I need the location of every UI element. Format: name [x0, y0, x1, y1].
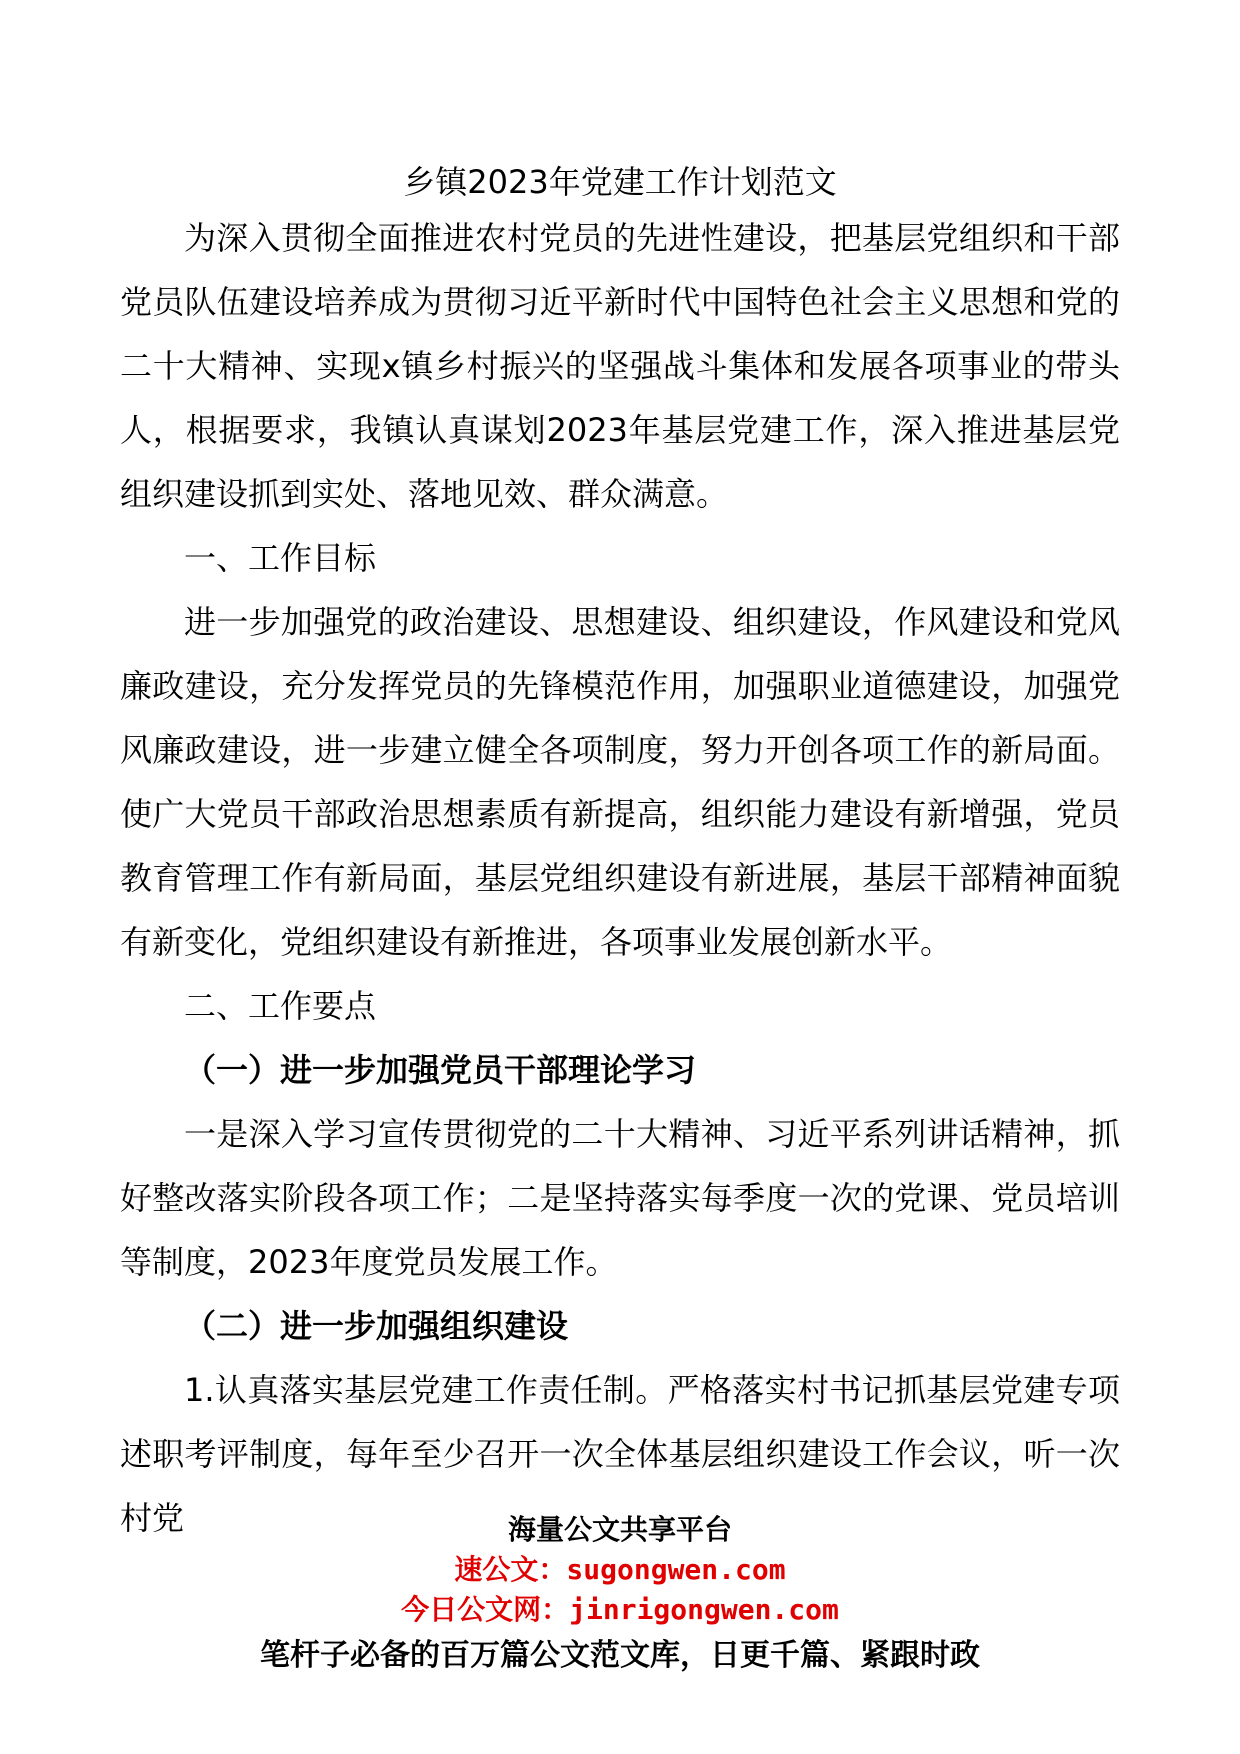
theory-study-paragraph: 一是深入学习宣传贯彻党的二十大精神、习近平系列讲话精神，抓好整改落实阶段各项工作；二是坚持落实每季度一次的党课、党员培训等制度，2023年度党员发展工作。: [120, 1115, 1120, 1281]
footer-platform: 海量公文共享平台: [507, 1513, 732, 1546]
subheading-organization: （二）进一步加强组织建设: [184, 1307, 569, 1345]
footer-slogan: 笔杆子必备的百万篇公文范文库，日更千篇、紧跟时政: [260, 1638, 980, 1673]
footer-site2-url[interactable]: jinrigongwen.com: [569, 1593, 839, 1626]
footer-site2-label: 今日公文网：: [401, 1593, 570, 1626]
section-heading-goals: 一、工作目标: [184, 539, 377, 577]
organization-paragraph: 1.认真落实基层党建工作责任制。严格落实村书记抓基层党建专项述职考评制度，每年至少召开一次全体基层组织建设工作会议，听一次村党: [120, 1371, 1120, 1537]
footer-site2: [0, 1590, 1240, 1630]
subheading-theory-study: （一）进一步加强党员干部理论学习: [184, 1051, 697, 1089]
document-body: [120, 206, 1120, 1550]
goals-paragraph: 进一步加强党的政治建设、思想建设、组织建设，作风建设和党风廉政建设，充分发挥党员的先锋模范作用，加强职业道德建设，加强党风廉政建设，进一步建立健全各项制度，努力开创各项工作的新局面。使广大党员干部政治思想素质有新提高，组织能力建设有新增强，党员教育管理工作有新局面，基层党组织建设有新进展，基层干部精神面貌有新变化，党组织建设有新推进，各项事业发展创新水平。: [120, 603, 1120, 961]
document-title: 乡镇2023年党建工作计划范文: [403, 163, 837, 201]
footer-site1-url[interactable]: sugongwen.com: [566, 1553, 786, 1586]
footer-site1-label: 速公文：: [454, 1553, 567, 1586]
footer-site1: [0, 1550, 1240, 1590]
footer-banner: [0, 1510, 1240, 1678]
section-heading-key-points: 二、工作要点: [184, 987, 377, 1025]
intro-paragraph: 为深入贯彻全面推进农村党员的先进性建设，把基层党组织和干部党员队伍建设培养成为贯彻习近平新时代中国特色社会主义思想和党的二十大精神、实现x镇乡村振兴的坚强战斗集体和发展各项事业的带头人，根据要求，我镇认真谋划2023年基层党建工作，深入推进基层党组织建设抓到实处、落地见效、群众满意。: [120, 219, 1120, 513]
